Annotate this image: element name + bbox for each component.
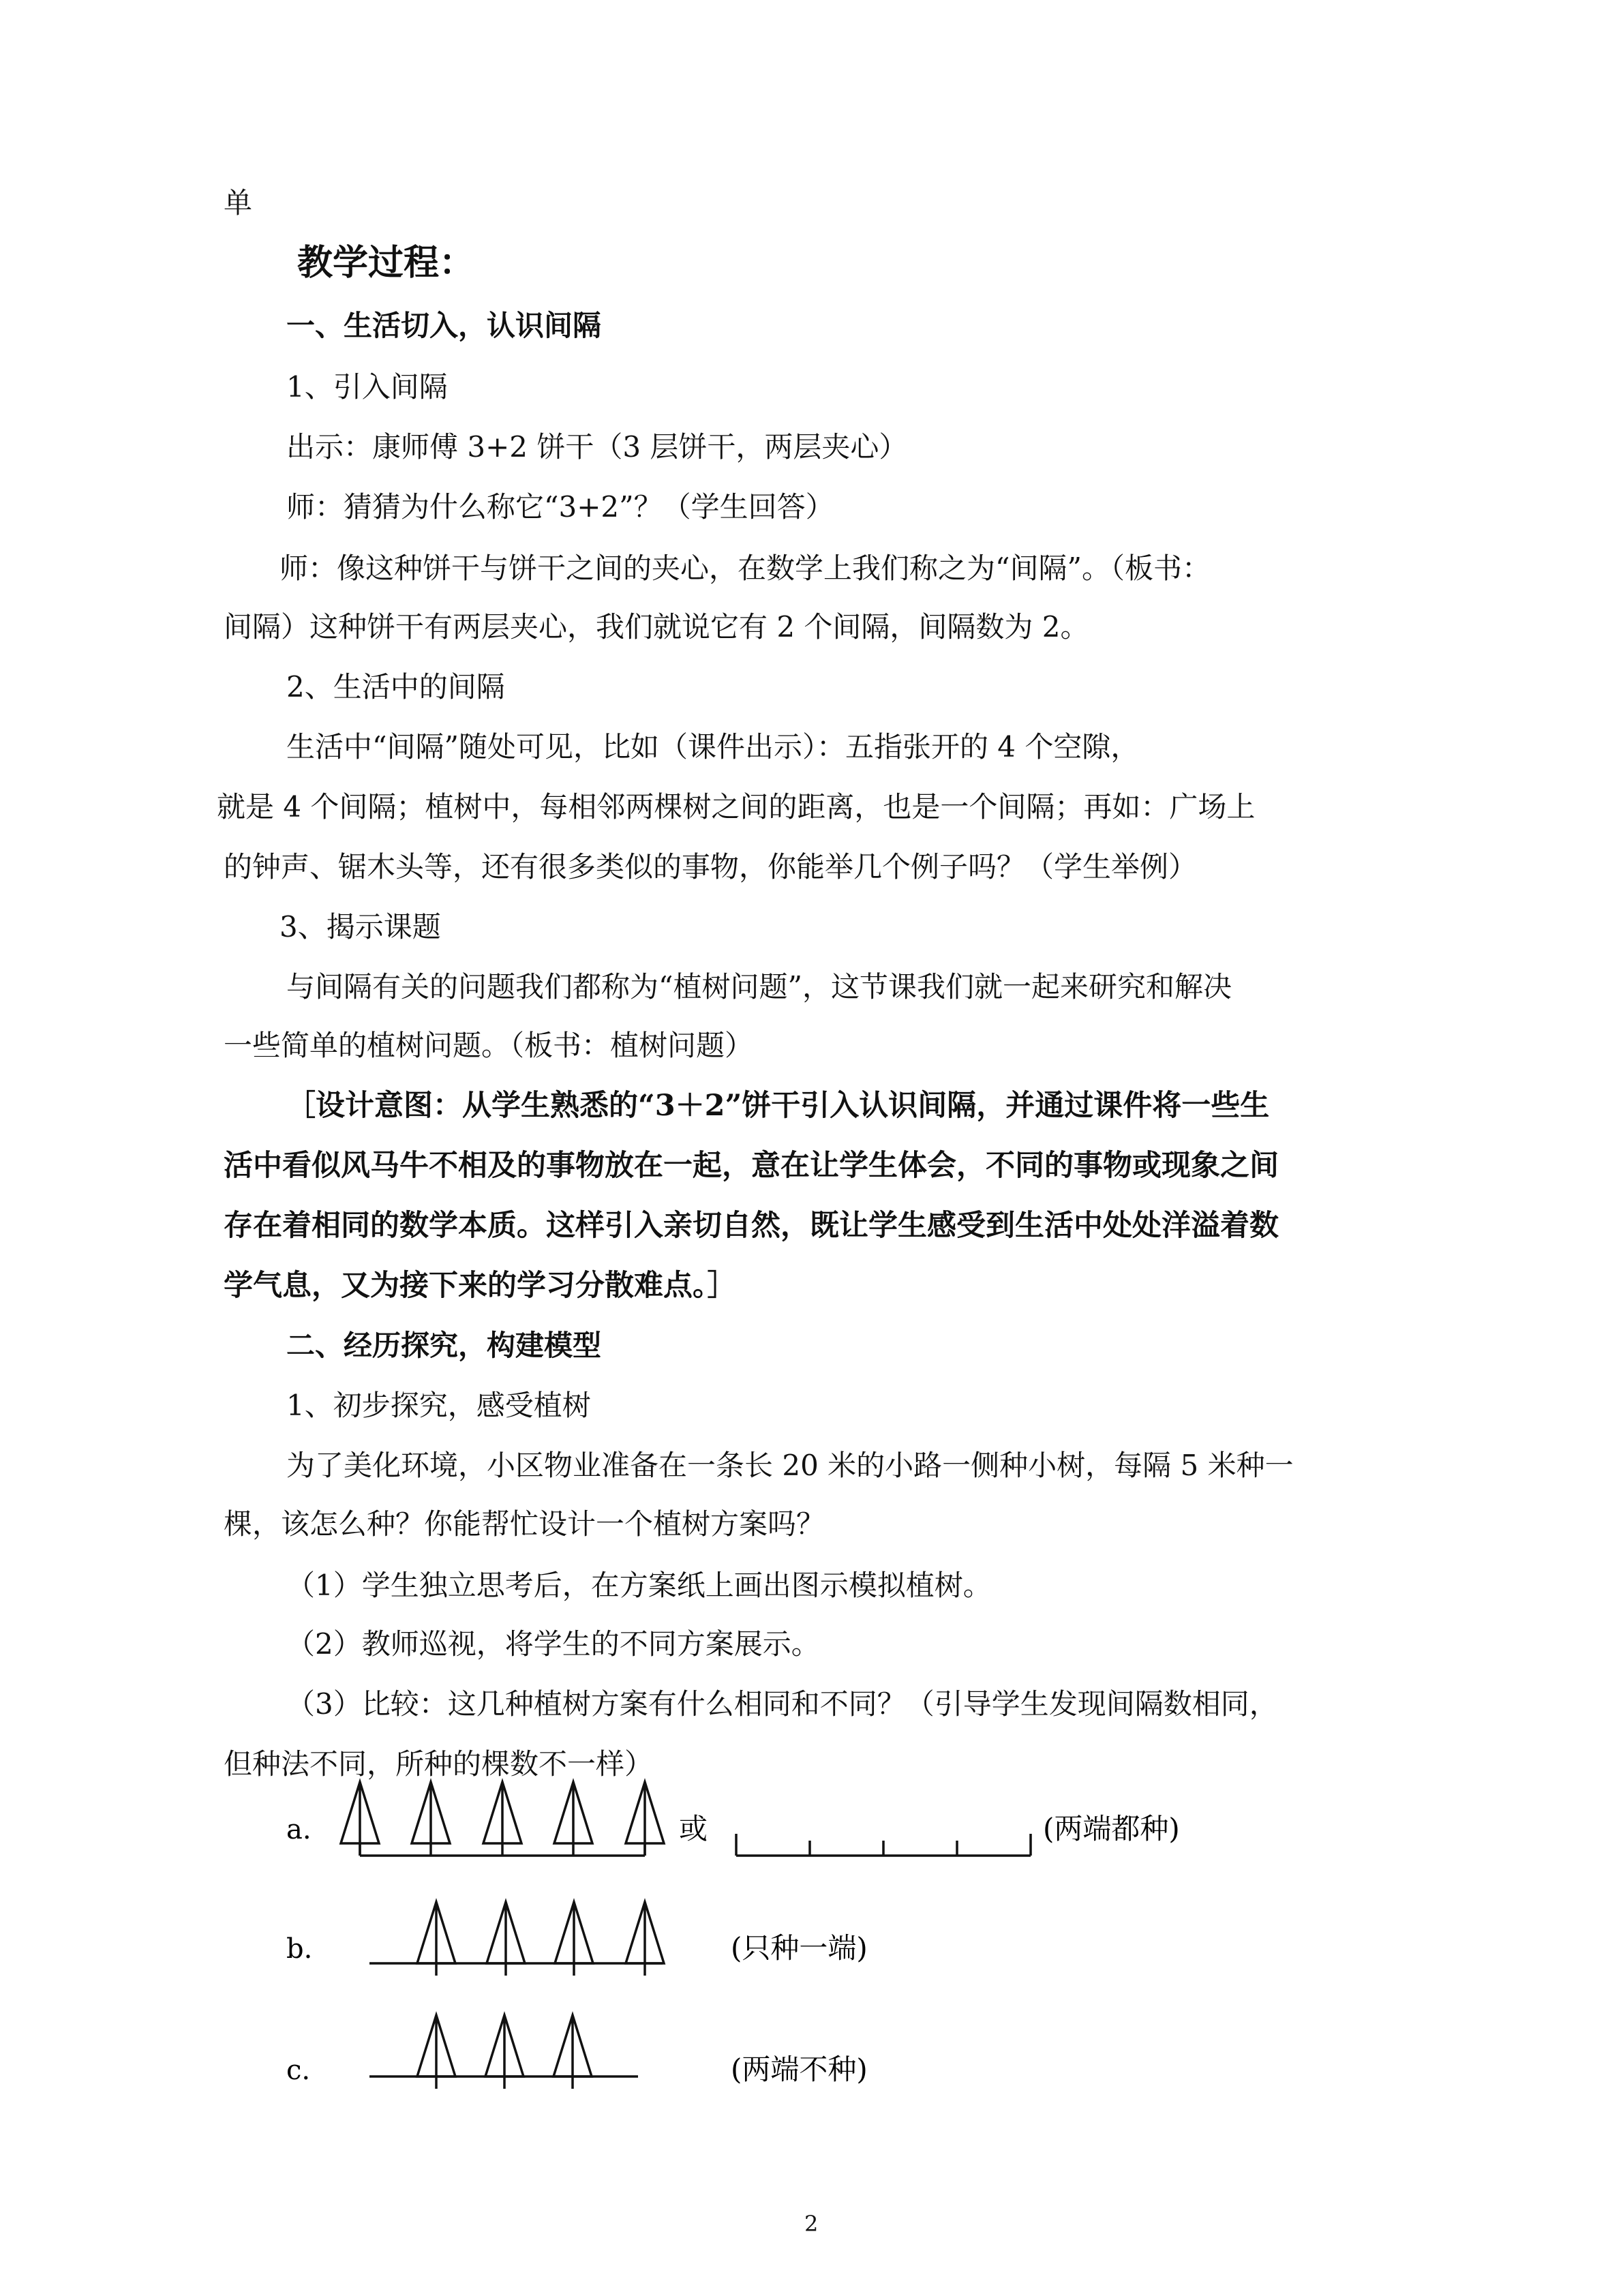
paragraph: 棵，该怎么种？你能帮忙设计一个植树方案吗？ [224,1507,825,1541]
subsection-1-1: 1、引入间隔 [286,370,448,404]
tree-icon [417,1902,455,1976]
tree-icon [341,1782,379,1856]
top-fragment: 单 [224,186,253,220]
paragraph: 就是 4 个间隔；植树中，每相邻两棵树之间的距离，也是一个间隔；再如：广场上 [217,790,1256,824]
tree-icon [483,1782,521,1856]
option-b-label: b. [286,1933,313,1965]
paragraph: 为了美化环境，小区物业准备在一条长 20 米的小路一侧种小树，每隔 5 米种一 [286,1449,1294,1482]
list-item: （2）教师巡视，将学生的不同方案展示。 [286,1627,820,1661]
page-title: 教学过程： [297,243,475,284]
tree-icon [553,2015,592,2089]
paragraph: 生活中“间隔”随处可见，比如（课件出示）：五指张开的 4 个空隙， [286,730,1140,764]
option-a-segment-ruler [736,1834,1031,1856]
design-note: 学气息，又为接下来的学习分散难点。］ [224,1269,737,1303]
subsection-1-3: 3、揭示课题 [279,910,441,943]
tree-icon [487,1902,525,1976]
tree-icon [626,1902,664,1976]
paragraph: 出示：康师傅 3+2 饼干（3 层饼干，两层夹心） [286,430,908,464]
option-a-trees [341,1782,664,1856]
paragraph: 与间隔有关的问题我们都称为“植树问题”，这节课我们就一起来研究和解决 [286,970,1232,1003]
tree-icon [417,2015,455,2089]
design-note: ［设计意图：从学生熟悉的“3＋2”饼干引入认识间隔，并通过课件将一些生 [286,1089,1270,1123]
tree-icon [412,1782,450,1856]
design-note: 活中看似风马牛不相及的事物放在一起，意在让学生体会，不同的事物或现象之间 [224,1149,1279,1183]
paragraph: 师：像这种饼干与饼干之间的夹心，在数学上我们称之为“间隔”。（板书： [279,552,1211,585]
option-a-or: 或 [679,1812,708,1845]
paragraph: 师：猜猜为什么称它“3+2”？（学生回答） [286,490,834,524]
list-item: （1）学生独立思考后，在方案纸上画出图示模拟植树。 [286,1569,992,1602]
option-c-trees [369,2015,638,2089]
section-2-heading: 二、经历探究，构建模型 [286,1329,602,1362]
tree-icon [626,1782,664,1856]
option-c-caption: (两端不种) [731,2053,868,2086]
paragraph: 一些简单的植树问题。（板书：植树问题） [224,1029,754,1062]
paragraph: 间隔）这种饼干有两层夹心，我们就说它有 2 个间隔，间隔数为 2。 [224,610,1089,644]
paragraph: 的钟声、锯木头等，还有很多类似的事物，你能举几个例子吗？（学生举例） [224,850,1198,883]
list-item: 但种法不同，所种的棵数不一样） [224,1747,654,1781]
option-b-trees [369,1902,664,1976]
option-a-caption: (两端都种) [1043,1812,1180,1845]
subsection-2-1: 1、初步探究，感受植树 [286,1389,591,1422]
option-a-label: a. [286,1814,312,1845]
design-note: 存在着相同的数学本质。这样引入亲切自然，既让学生感受到生活中处处洋溢着数 [224,1209,1279,1243]
option-b-caption: (只种一端) [731,1931,868,1965]
tree-icon [485,2015,524,2089]
subsection-1-2: 2、生活中的间隔 [286,670,505,704]
section-1-heading: 一、生活切入，认识间隔 [286,309,602,342]
page-number: 2 [804,2211,819,2237]
tree-icon [554,1782,592,1856]
option-c-label: c. [286,2055,311,2086]
list-item: （3）比较：这几种植树方案有什么相同和不同？（引导学生发现间隔数相同， [286,1687,1278,1721]
tree-icon [555,1902,593,1976]
